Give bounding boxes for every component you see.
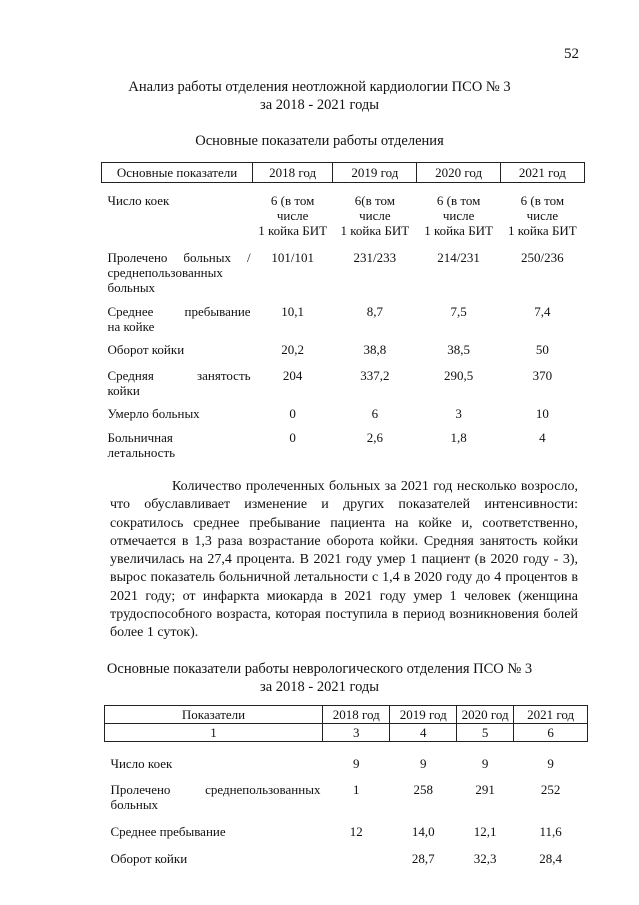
table2-header-2021: 2021 год [514,706,588,724]
cell-2018: 0 [289,406,296,421]
cell-2019: 2,6 [366,430,383,445]
cell-2018: 101/101 [271,250,314,265]
page-title-line-1: Анализ работы отделения неотложной кардиологии ПСО № 3 [128,79,511,95]
cell-2021: 11,6 [539,824,562,839]
column-number: 5 [456,724,513,742]
cell-2019: 9 [419,756,427,771]
column-number: 1 [105,724,323,742]
table1-header-2018: 2018 год [253,163,333,183]
cell-2021: 7,4 [534,304,551,319]
table1-header-2020: 2020 год [417,163,500,183]
cardiology-indicators-table [101,162,585,460]
row-label: Оборот койки [110,851,188,866]
table2-header-indicators: Показатели [105,706,323,724]
cell-2021: 28,4 [539,851,563,866]
neurology-indicators-table [104,705,588,866]
table1-row-bed-occupancy [102,366,585,404]
row-label: Умерло больных [107,406,200,421]
table2-row-treated [105,772,588,812]
table2-caption [0,660,639,696]
cell-2020: 214/231 [437,250,480,265]
table1-row-beds [102,183,585,239]
cell-2020: 38,5 [447,342,470,357]
cell-2019: 6(в том числе 1 койка БИТ [340,193,410,238]
table1-header-row [102,163,585,183]
table2-column-numbers-row [105,724,588,742]
table1-header-2019: 2019 год [333,163,417,183]
table2-row-beds [105,742,588,773]
cell-2018: 204 [282,368,303,383]
cell-2019: 337,2 [360,368,390,383]
cell-2019: 38,8 [363,342,387,357]
cell-2018: 9 [352,756,360,771]
analysis-paragraph: Количество пролеченных больных за 2021 год несколько возросло, что обуславливает изменение и других показателей интенсивности: сократилось среднее пребывание пациента на койке и, соответственно, отмечается в 1,3 раза возрастание оборота койки. Средняя занятость койки увеличилась на 27,4 процента. В 2021 году умер 1 пациент (в 2020 году - 3), вырос показатель больничной летальности с 1,4 в 2020 году до 4 процентов в 2021 году; от инфаркта миокарда в 2021 году умер 1 человек (женщина трудоспособного возраста, которая поступила в период возникновения болей более 1 суток). [110,479,578,641]
cell-2019: 8,7 [366,304,383,319]
cell-2021: 50 [535,342,549,357]
column-number: 3 [322,724,390,742]
cell-2021: 9 [547,756,554,771]
table1-row-mortality [102,428,585,460]
row-label: Среднее пребывание [110,824,226,839]
cell-2021: 250/236 [521,250,564,265]
table1-header-indicators: Основные показатели [102,163,253,183]
table2-row-avg-stay [105,812,588,839]
page-title [0,78,639,114]
cell-2019: 231/233 [353,250,397,265]
cell-2019: 6 [371,406,379,421]
cell-2019: 28,7 [411,851,435,866]
cell-2018: 0 [289,430,296,445]
row-label: Пролечено больных / среднепользованных больных [107,250,251,295]
cell-2018: 10,1 [281,304,305,319]
cell-2020: 7,5 [450,304,467,319]
cell-2020: 290,5 [443,368,474,383]
table2-row-bed-turnover [105,839,588,866]
row-label: Число коек [110,756,173,771]
cell-2018: 6 (в том числе 1 койка БИТ [258,193,328,238]
page-number: 52 [564,46,579,62]
row-label: Оборот койки [107,342,185,357]
cell-2020: 1,8 [450,430,467,445]
cell-2018: 12 [349,824,363,839]
table2-header-2018: 2018 год [322,706,390,724]
table1-header-2021: 2021 год [500,163,584,183]
cell-2020: 291 [475,782,495,797]
cell-2020: 9 [481,756,489,771]
cell-2021: 10 [535,406,549,421]
cell-2018: 1 [352,782,360,797]
cell-2020: 12,1 [473,824,497,839]
cell-2021: 252 [540,782,561,797]
column-number: 6 [514,724,588,742]
cell-2018: 20,2 [281,342,305,357]
cell-2021: 6 (в том числе 1 койка БИТ [507,193,577,238]
column-number: 4 [390,724,457,742]
table2-header-row [105,706,588,724]
table1-row-avg-stay [102,302,585,342]
table2-caption-line-1: Основные показатели работы неврологического отделения ПСО № 3 [106,661,533,677]
cell-2019: 14,0 [411,824,435,839]
row-label: Среднее пребывание на койке [107,304,251,334]
row-label: Число коек [107,193,170,208]
cell-2018 [322,839,390,866]
row-label: Пролечено среднепользованных больных [110,782,321,812]
table1-row-treated [102,238,585,302]
table1-row-bed-turnover [102,342,585,366]
cell-2020: 3 [455,406,462,421]
table2-header-2019: 2019 год [390,706,457,724]
cell-2019: 258 [413,782,433,797]
row-label: Средняя занятость койки [107,368,251,398]
cell-2020: 32,3 [473,851,497,866]
table2-caption-line-2: за 2018 - 2021 годы [259,679,380,695]
page-title-line-2: за 2018 - 2021 годы [259,97,380,113]
table1-caption: Основные показатели работы отделения [195,133,444,149]
row-label: Больничная летальность [107,430,176,460]
cell-2021: 4 [539,430,546,445]
table2-header-2020: 2020 год [456,706,513,724]
cell-2020: 6 (в том числе 1 койка БИТ [424,193,493,238]
table1-row-deaths [102,404,585,428]
cell-2021: 370 [532,368,553,383]
